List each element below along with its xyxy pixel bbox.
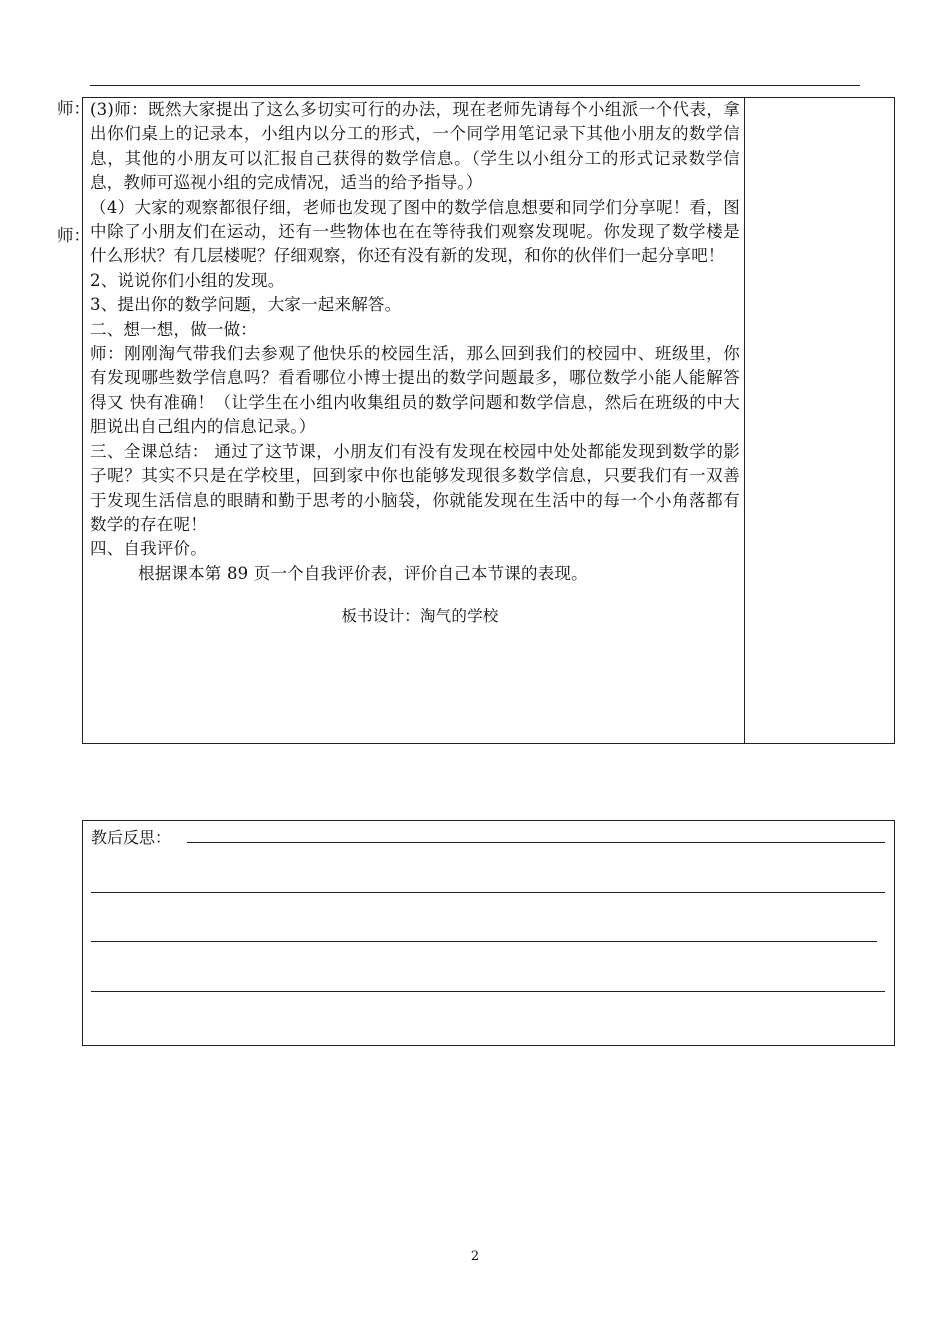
reflection-line	[91, 941, 877, 942]
lesson-paragraph: 根据课本第 89 页一个自我评价表，评价自己本节课的表现。	[138, 563, 588, 583]
board-design-title: 板书设计：淘气的学校	[341, 607, 499, 626]
lesson-paragraph: 3、提出你的数学问题，大家一起来解答。	[90, 295, 402, 315]
section-heading: 四、自我评价。	[90, 539, 207, 559]
reflection-line	[91, 892, 885, 893]
lesson-paragraph: (3)师：既然大家提出了这么多切实可行的办法，现在老师先请每个小组派一个代表，拿出你们桌上的记录本，小组内以分工的形式，一个同学用笔记录下其他小朋友的数学信息，其他的小朋友可以汇报自己获得的数学信息。（学生以小组分工的形式记录数学信息，教师可巡视小组的完成情况，适当的给予指导。）	[90, 100, 740, 193]
lesson-paragraph: （4）大家的观察都很仔细，老师也发现了图中的数学信息想要和同学们分享呢！看，图中除了小朋友们在运动，还有一些物体也在在等待我们观察发现呢。你发现了数学楼是什么形状？有几层楼呢？仔细观察，你还有没有新的发现，和你的伙伴们一起分享吧！	[90, 197, 740, 266]
lesson-paragraph: 2、说说你们小组的发现。	[90, 270, 285, 290]
section-heading: 二、想一想，做一做：	[90, 319, 257, 339]
reflection-line	[91, 991, 885, 992]
margin-speaker-tag: 师：	[57, 99, 90, 118]
table-column-divider	[744, 98, 745, 743]
margin-speaker-tag: 师：	[57, 226, 90, 245]
reflection-label: 教后反思：	[91, 828, 172, 847]
header-rule	[90, 85, 860, 86]
lesson-plan-table	[82, 97, 895, 744]
lesson-content	[90, 98, 740, 629]
page-number: 2	[470, 1249, 480, 1264]
lesson-paragraph: 师：刚刚淘气带我们去参观了他快乐的校园生活，那么回到我们的校园中、班级里，你有发现哪些数学信息吗？看看哪位小博士提出的数学问题最多，哪位数学小能人能解答得又 快有准确！（让学生在小组内收集组员的数学问题和数学信息，然后在班级的中大胆说出自己组内的信息记录。）	[90, 344, 740, 437]
reflection-box	[82, 820, 895, 1046]
lesson-paragraph: 三、全课总结： 通过了这节课，小朋友们有没有发现在校园中处处都能发现到数学的影子呢？其实不只是在学校里，回到家中你也能够发现很多数学信息，只要我们有一双善于发现生活信息的眼睛和勤于思考的小脑袋，你就能发现在生活中的每一个小角落都有数学的存在呢！	[90, 441, 740, 534]
reflection-line	[187, 842, 885, 843]
